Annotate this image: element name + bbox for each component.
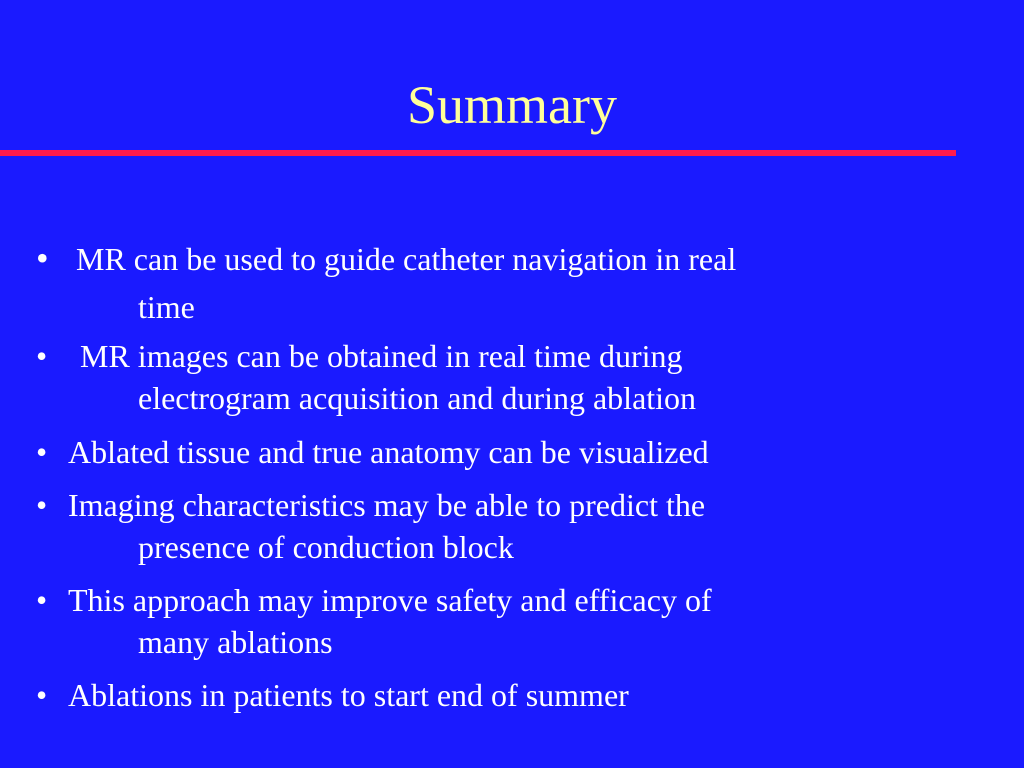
bullet-text-line: This approach may improve safety and efficacy of: [68, 582, 712, 618]
bullet-icon: •: [36, 434, 48, 470]
bullet-icon: •: [36, 677, 48, 713]
bullet-text-line: MR images can be obtained in real time during: [80, 338, 683, 374]
bullet-icon: •: [36, 582, 48, 618]
bullet-icon: •: [36, 487, 48, 523]
bullet-text-line: Ablations in patients to start end of summer: [68, 677, 629, 713]
bullet-icon: •: [36, 338, 48, 374]
bullet-text-line: MR can be used to guide catheter navigation in real: [76, 241, 737, 277]
bullet-text-line: many ablations: [138, 624, 333, 660]
bullet-text-line: Ablated tissue and true anatomy can be visualized: [68, 434, 709, 470]
bullet-text-line: time: [138, 289, 195, 325]
slide-title: Summary: [407, 75, 617, 135]
bullet-text-line: presence of conduction block: [138, 529, 514, 565]
bullet-text-line: electrogram acquisition and during ablation: [138, 380, 697, 416]
bullet-text-line: Imaging characteristics may be able to predict the: [68, 487, 706, 523]
bullet-icon: •: [36, 238, 49, 278]
